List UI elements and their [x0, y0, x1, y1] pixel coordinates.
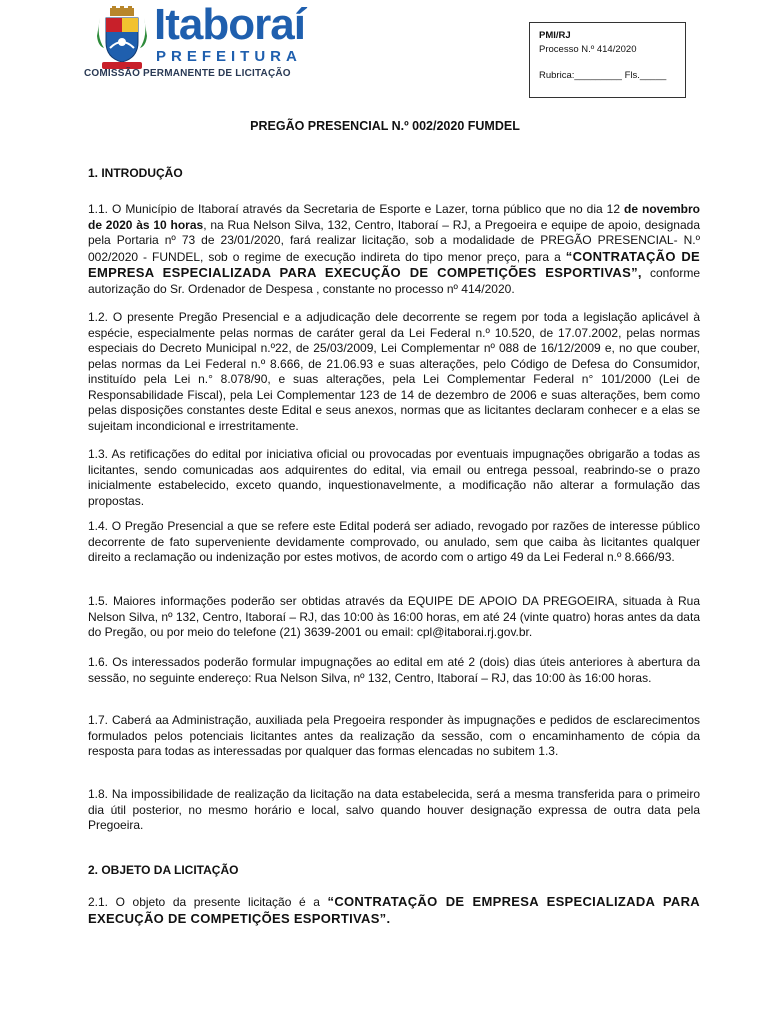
p21-object: “CONTRATAÇÃO DE EMPRESA ESPECIALIZADA PARA EXECUÇÃO DE COMPETIÇÕES ESPORTIVAS”. [88, 894, 700, 926]
paragraph-1-7: 1.7. Caberá aa Administração, auxiliada pela Pregoeira responder às impugnações e pedidos de esclarecimentos formulados pelos potenciais licitantes antes da realização da sessão, com o encaminhamento de cópia da resposta para todas as interessadas por qualquer das formas elencadas no subitem 1.3. [88, 713, 700, 758]
paragraph-1-3: 1.3. As retificações do edital por iniciativa oficial ou provocadas por eventuais impugnações obrigarão a todas as licitantes, sendo comunicadas aos adquirentes do edital, via email ou entrega pessoal, reabrindo-se o prazo inicialmente estabelecido, exceto quando, inquestionavelmente, a modificação não alterar a formulação das propostas. [88, 447, 700, 508]
brand-name: Itaboraí [154, 0, 305, 49]
p21-text-a: 2.1. O objeto da presente licitação é a [88, 895, 328, 909]
itaborai-logo [84, 0, 305, 82]
stamp-line-rubrica: Rubrica:_________ Fls._____ [539, 70, 667, 81]
paragraph-1-6: 1.6. Os interessados poderão formular impugnações ao edital em até 2 (dois) dias úteis anteriores à abertura da sessão, no seguinte endereço: Rua Nelson Silva, nº 132, Centro, Itaboraí – RJ, das 10:00 às 16:00 horas. [88, 655, 700, 685]
p11-object: “CONTRATAÇÃO DE EMPRESA ESPECIALIZADA PARA EXECUÇÃO DE COMPETIÇÕES ESPORTIVAS”, [88, 248, 700, 280]
section-2-heading: 2. OBJETO DA LICITAÇÃO [88, 863, 239, 877]
paragraph-2-1 [88, 894, 700, 927]
paragraph-1-2: 1.2. O presente Pregão Presencial e a adjudicação dele decorrente se regem por toda a legislação aplicável à espécie, especialmente pelas normas de caráter geral da Lei Federal n.º 10.520, de 17.07.2002, pelas normas especiais do Decreto Municipal n.º22, de 25/03/2009, Lei Complementar nº 088 de 16/12/2009 e, no que couber, pelas normas da Lei Federal n.º 8.666, de 21.06.93 e suas alterações, pelo Código de Defesa do Consumidor, instituído pela Lei n.° 8.078/90, e suas alterações, pela Lei Complementar Federal n° 101/2000 (Lei de Responsabilidade Fiscal), pela Lei Complementar 123 de 14 de dezembro de 2006 e suas alterações, bem como pelas disposições constantes deste Edital e seus anexos, normas que as licitantes declaram conhecer e a elas se sujeitam incondicional e irrestritamente. [88, 310, 700, 433]
paragraph-1-1 [88, 202, 700, 297]
stamp-line-org: PMI/RJ [539, 30, 571, 41]
p11-text-e: conforme autorização do Sr. Ordenador de Despesa , constante no processo nº 414/2020. [88, 266, 700, 296]
section-1-heading: 1. INTRODUÇÃO [88, 166, 183, 180]
document-title: PREGÃO PRESENCIAL N.º 002/2020 FUMDEL [250, 119, 520, 133]
municipal-coat-of-arms-icon [94, 6, 150, 72]
paragraph-1-4: 1.4. O Pregão Presencial a que se refere este Edital poderá ser adiado, revogado por razões de interesse público decorrente de fato superveniente devidamente comprovado, ou anulado, sem que caiba às licitantes qualquer direito a reclamação ou indenização por estes motivos, de acordo com o artigo 49 da Lei Federal n.º 8.666/93. [88, 519, 700, 564]
process-stamp-box [529, 22, 686, 98]
p11-date: de novembro de 2020 às 10 horas [88, 202, 700, 232]
paragraph-1-8: 1.8. Na impossibilidade de realização da licitação na data estabelecida, será a mesma transferida para o primeiro dia útil posterior, no mesmo horário e local, salvo quando houver designação expressa de outra data pela Pregoeira. [88, 787, 700, 832]
brand-subtitle: PREFEITURA [156, 48, 302, 65]
p11-text-a: 1.1. O Município de Itaboraí através da Secretaria de Esporte e Lazer, torna público que no dia 12 [88, 202, 624, 216]
p11-text-c: , na Rua Nelson Silva, 132, Centro, Itaboraí – RJ, a Pregoeira e equipe de apoio, designada pela Portaria nº 73 de 23/01/2020, fará realizar licitação, sob a modalidade de PREGÃO PRESENCIAL- N.º 002/2020 - FUNDEL, sob o regime de execução indireta do tipo menor preço, para a [88, 217, 700, 264]
commission-label: COMISSÃO PERMANENTE DE LICITAÇÃO [84, 68, 291, 79]
paragraph-1-5: 1.5. Maiores informações poderão ser obtidas através da EQUIPE DE APOIO DA PREGOEIRA, situada à Rua Nelson Silva, nº 132, Centro, Itaboraí – RJ, das 10:00 às 16:00 horas, em até 24 (vinte quatro) horas antes da data do Pregão, ou por meio do telefone (21) 3639-2001 ou email: cpl@itaborai.rj.gov.br. [88, 594, 700, 639]
stamp-line-process: Processo N.º 414/2020 [539, 44, 637, 55]
